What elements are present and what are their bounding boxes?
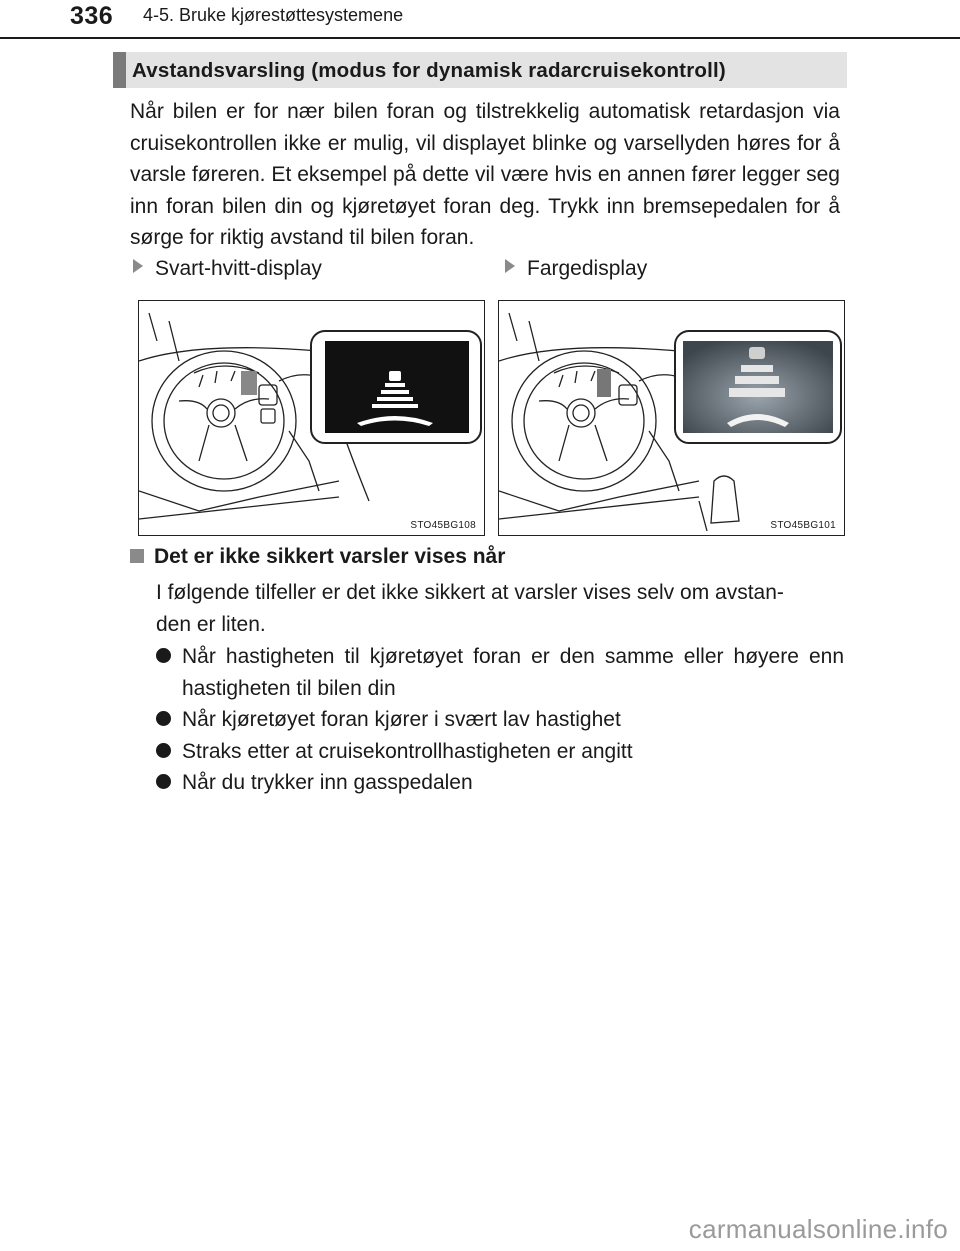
list-item-text: Straks etter at cruisekontrollhastigheten er angitt: [182, 739, 633, 763]
figure-code: STO45BG108: [410, 520, 476, 531]
body-paragraph: Når bilen er for nær bilen foran og tilstrekkelig automatisk retardasjon via cruisekontrollen ikke er mulig, vil displayet blinke og varsellyden høres for å varsle føreren. Et eksempel på dette vil være hvis en annen fører legger seg inn foran bilen din og kjøretøyet foran deg. Trykk inn bremsepedalen for å sørge for riktig avstand til bilen foran.: [130, 100, 840, 249]
list-item: [156, 704, 844, 736]
bullet-dot-icon: [156, 648, 171, 663]
list-item: [156, 767, 844, 799]
list-item-text: Når hastigheten til kjøretøyet foran er den samme eller høyere enn hastigheten til bilen din: [182, 645, 844, 700]
section-heading-text: Avstandsvarsling (modus for dynamisk radarcruisekontroll): [132, 59, 726, 82]
page-number: 336: [70, 2, 114, 30]
condition-list: [156, 641, 844, 799]
sub-paragraph: [156, 577, 844, 640]
bullet-dot-icon: [156, 774, 171, 789]
figure-code: STO45BG101: [770, 520, 836, 531]
sub-heading: [130, 545, 505, 569]
figure-label-text: Svart-hvitt-display: [155, 257, 322, 280]
square-bullet-icon: [130, 549, 144, 563]
steering-wheel-illustration: [499, 301, 845, 536]
figure-label-mono: [133, 257, 322, 281]
section-heading-tab: [113, 52, 126, 88]
figure-label-color: [505, 257, 647, 281]
steering-wheel-illustration: [139, 301, 485, 536]
list-item: [156, 641, 844, 704]
sub-heading-text: Det er ikke sikkert varsler vises når: [154, 545, 506, 568]
arrow-icon: [505, 259, 515, 273]
figure-color-display: [498, 300, 845, 536]
bullet-dot-icon: [156, 743, 171, 758]
list-item: [156, 736, 844, 768]
bullet-dot-icon: [156, 711, 171, 726]
arrow-icon: [133, 259, 143, 273]
sub-paragraph-line: den er liten.: [156, 612, 266, 636]
header-rule: [0, 37, 960, 39]
sub-paragraph-line: I følgende tilfeller er det ikke sikkert at varsler vises selv om avstan-: [156, 581, 784, 604]
watermark: carmanualsonline.info: [688, 1214, 948, 1244]
figure-label-text: Fargedisplay: [527, 257, 648, 280]
figure-mono-display: [138, 300, 485, 536]
running-head: 4-5. Bruke kjørestøttesystemene: [143, 5, 404, 25]
section-heading: [113, 52, 847, 88]
list-item-text: Når kjøretøyet foran kjører i svært lav hastighet: [182, 708, 621, 731]
list-item-text: Når du trykker inn gasspedalen: [182, 771, 473, 794]
